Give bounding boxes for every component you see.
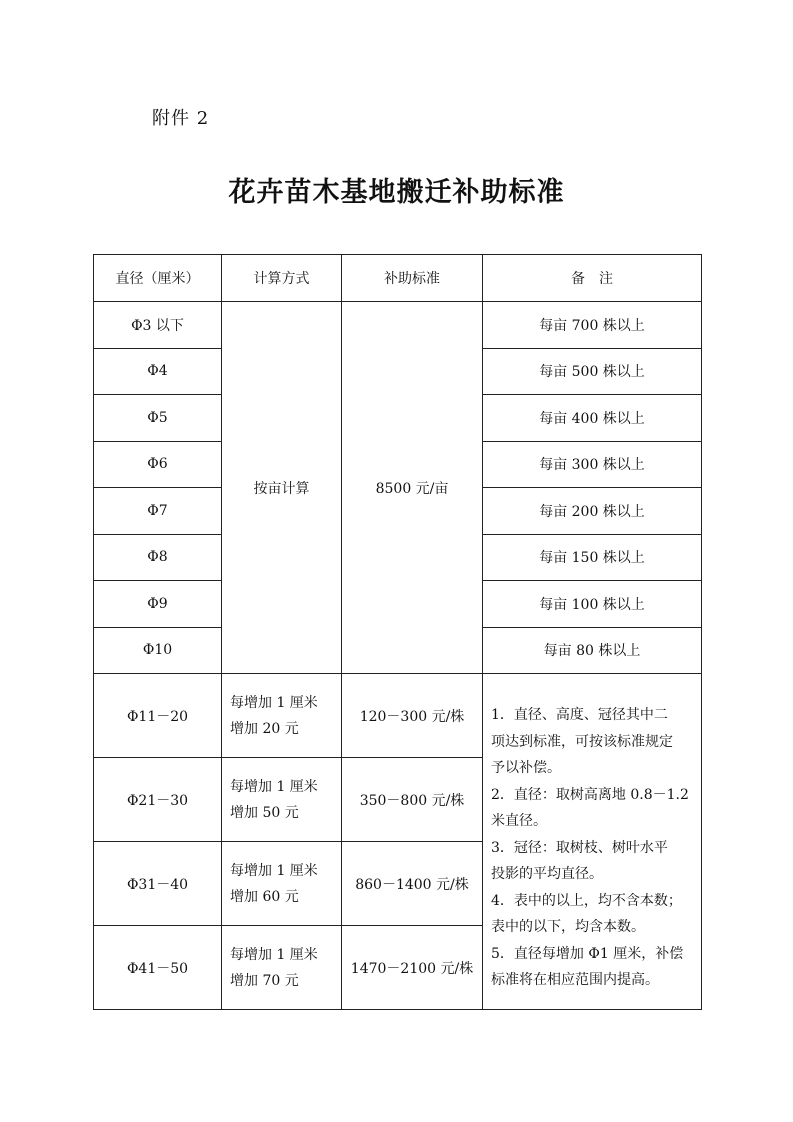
diameter-cell: Φ5 [94, 395, 222, 442]
method-line: 增加 70 元 [230, 972, 299, 989]
remark-line: 3．冠径：取树枝、树叶水平 [491, 839, 668, 856]
header-standard: 补助标准 [342, 255, 483, 302]
method-cell [222, 926, 342, 1010]
density-note-cell: 每亩 80 株以上 [483, 627, 702, 674]
remark-line: 项达到标准，可按该标准规定 [491, 733, 673, 750]
remark-line: 标准将在相应范围内提高。 [491, 972, 659, 988]
method-line: 每增加 1 厘米 [230, 862, 318, 879]
method-cell [222, 842, 342, 926]
method-line: 每增加 1 厘米 [230, 778, 318, 795]
remark-line: 投影的平均直径。 [491, 866, 603, 882]
table-header-row [94, 255, 702, 302]
method-cell [222, 758, 342, 842]
subsidy-standard-table [93, 254, 702, 1010]
remark-line: 米直径。 [491, 813, 547, 829]
method-line: 增加 60 元 [230, 888, 299, 905]
header-method: 计算方式 [222, 255, 342, 302]
header-diameter: 直径（厘米） [94, 255, 222, 302]
density-note-cell: 每亩 150 株以上 [483, 534, 702, 581]
attachment-label: 附件 2 [152, 108, 210, 129]
standard-cell: 120－300 元/株 [342, 674, 483, 758]
standard-cell: 1470－2100 元/株 [342, 926, 483, 1010]
diameter-cell: Φ31－40 [94, 842, 222, 926]
remarks-cell [483, 674, 702, 1010]
remark-line: 1．直径、高度、冠径其中二 [491, 707, 668, 723]
remark-line: 2．直径：取树高离地 0.8－1.2 [491, 786, 689, 803]
density-note-cell: 每亩 100 株以上 [483, 581, 702, 628]
diameter-cell: Φ9 [94, 581, 222, 628]
per-mu-standard-cell: 8500 元/亩 [342, 302, 483, 674]
table-row [94, 674, 702, 758]
table-row [94, 302, 702, 349]
method-line: 增加 50 元 [230, 804, 299, 821]
diameter-cell: Φ21－30 [94, 758, 222, 842]
diameter-cell: Φ6 [94, 441, 222, 488]
method-cell [222, 674, 342, 758]
remark-line: 5．直径每增加 Φ1 厘米，补偿 [491, 945, 684, 962]
diameter-cell: Φ10 [94, 627, 222, 674]
diameter-cell: Φ7 [94, 488, 222, 535]
density-note-cell: 每亩 500 株以上 [483, 348, 702, 395]
diameter-cell: Φ8 [94, 534, 222, 581]
diameter-cell: Φ41－50 [94, 926, 222, 1010]
density-note-cell: 每亩 200 株以上 [483, 488, 702, 535]
remark-line: 4．表中的以上，均不含本数； [491, 892, 682, 909]
density-note-cell: 每亩 300 株以上 [483, 441, 702, 488]
diameter-cell: Φ11－20 [94, 674, 222, 758]
diameter-cell: Φ3 以下 [94, 302, 222, 349]
diameter-cell: Φ4 [94, 348, 222, 395]
per-mu-method-cell: 按亩计算 [222, 302, 342, 674]
document-title: 花卉苗木基地搬迁补助标准 [228, 177, 565, 208]
density-note-cell: 每亩 700 株以上 [483, 302, 702, 349]
method-line: 增加 20 元 [230, 720, 299, 737]
remark-line: 予以补偿。 [491, 760, 561, 776]
method-line: 每增加 1 厘米 [230, 946, 318, 963]
density-note-cell: 每亩 400 株以上 [483, 395, 702, 442]
remark-line: 表中的以下，均含本数。 [491, 919, 645, 935]
header-remarks: 备 注 [483, 255, 702, 302]
standard-cell: 350－800 元/株 [342, 758, 483, 842]
method-line: 每增加 1 厘米 [230, 694, 318, 711]
standard-cell: 860－1400 元/株 [342, 842, 483, 926]
